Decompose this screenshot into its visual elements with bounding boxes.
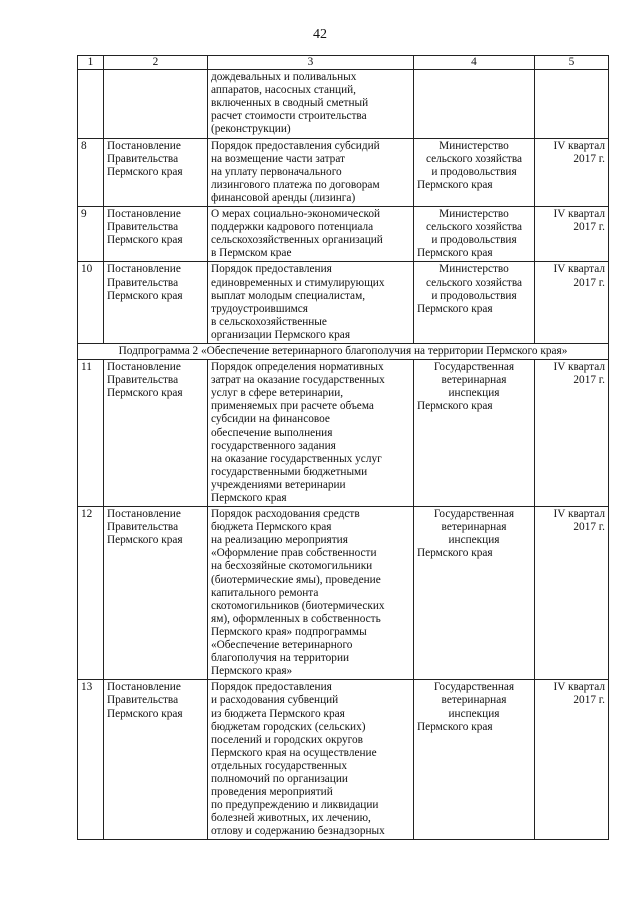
- document-title-line: трудоустроившимся: [211, 302, 308, 315]
- executor-line: сельского хозяйства: [425, 221, 523, 234]
- document-title-line: учреждениями ветеринарии: [211, 478, 346, 491]
- executor-line: Министерство: [439, 208, 509, 221]
- document-title-line: лизингового платежа по договорам: [211, 178, 380, 191]
- document-type-line: Пермского края: [107, 289, 183, 302]
- document-type-line: Правительства: [107, 694, 179, 707]
- table-row: [78, 680, 609, 840]
- documents-table: [77, 55, 609, 840]
- executor-line: Министерство: [439, 139, 509, 152]
- executor-line: Пермского края: [417, 720, 493, 733]
- table-body: [78, 56, 609, 840]
- document-title-line: Пермского края» подпрограммы: [211, 625, 367, 638]
- document-title-cell: [208, 207, 414, 262]
- document-title-line: поселений и городских округов: [211, 733, 363, 746]
- executor-region: [417, 547, 531, 560]
- deadline-cell: [535, 360, 609, 507]
- document-title-line: Порядок расходования средств: [211, 508, 360, 521]
- column-header: 2: [104, 56, 208, 70]
- document-title-line: на бесхозяйные скотомогильники: [211, 560, 373, 573]
- executor-region: [417, 179, 531, 192]
- column-header: 1: [78, 56, 104, 70]
- executor-line: ветеринарная: [441, 521, 507, 534]
- executor-cell: [414, 70, 535, 138]
- page-number: 42: [313, 27, 327, 42]
- executor-line: сельского хозяйства: [425, 276, 523, 289]
- executor-line: сельского хозяйства: [425, 152, 523, 165]
- deadline-line: 2017 г.: [573, 152, 605, 165]
- document-title-line: полномочий по организации: [211, 772, 348, 785]
- document-type-cell: [104, 138, 208, 206]
- document-title-line: «Оформление прав собственности: [211, 547, 377, 560]
- document-title-line: услуг в сфере ветеринарии,: [211, 387, 344, 400]
- executor-line: Пермского края: [417, 247, 493, 260]
- table-row: [78, 360, 609, 507]
- document-title-line: в сельскохозяйственные: [211, 315, 327, 328]
- document-type-line: Постановление: [107, 681, 181, 694]
- document-title-cell: [208, 507, 414, 680]
- document-title-line: отдельных государственных: [211, 759, 348, 772]
- document-title-cell: [208, 138, 414, 206]
- document-title-cell: [208, 360, 414, 507]
- row-number-cell: 8: [78, 138, 104, 206]
- executor-line: Государственная: [433, 681, 515, 694]
- executor-line: Пермского края: [417, 547, 493, 560]
- document-type-line: Постановление: [107, 263, 181, 276]
- deadline-line: 2017 г.: [573, 276, 605, 289]
- document-title-line: включенных в сводный сметный: [211, 97, 369, 110]
- executor-line: инспекция: [448, 534, 500, 547]
- table-row: [78, 507, 609, 680]
- deadline-line: 2017 г.: [573, 221, 605, 234]
- document-title-line: Пермского края на осуществление: [211, 746, 377, 759]
- document-type-cell: [104, 680, 208, 840]
- deadline-line: IV квартал: [553, 681, 605, 694]
- document-title-line: субсидии на финансовое: [211, 413, 330, 426]
- document-title-line: расчет стоимости строительства: [211, 110, 367, 123]
- subprogram-row: [78, 343, 609, 359]
- document-title-cell: [208, 262, 414, 344]
- executor-line: Пермского края: [417, 302, 493, 315]
- document-title-cell: [208, 70, 414, 138]
- document-title-line: дождевальных и поливальных: [211, 71, 357, 84]
- executor-line: инспекция: [448, 707, 500, 720]
- document-type-line: Правительства: [107, 276, 179, 289]
- executor-line: Пермского края: [417, 400, 493, 413]
- executor-line: ветеринарная: [441, 374, 507, 387]
- document-title-line: и расходования субвенций: [211, 694, 339, 707]
- deadline-line: IV квартал: [553, 263, 605, 276]
- subprogram-title: Подпрограмма 2 «Обеспечение ветеринарного благополучия на территории Пермского края»: [78, 343, 609, 359]
- document-title-line: «Обеспечение ветеринарного: [211, 639, 353, 652]
- document-title-line: (реконструкции): [211, 123, 291, 136]
- document-title-line: на оказание государственных услуг: [211, 452, 382, 465]
- document-title-line: бюджетам городских (сельских): [211, 720, 366, 733]
- document-title-line: болезней животных, их лечению,: [211, 812, 371, 825]
- executor-region: [417, 400, 531, 413]
- document-type-line: Правительства: [107, 221, 179, 234]
- document-title-line: выплат молодым специалистам,: [211, 289, 366, 302]
- column-header: 3: [208, 56, 414, 70]
- executor-line: Министерство: [439, 263, 509, 276]
- executor-line: и продовольствия: [431, 234, 517, 247]
- document-title-line: из бюджета Пермского края: [211, 707, 345, 720]
- executor-cell: [414, 207, 535, 262]
- document-type-line: Правительства: [107, 521, 179, 534]
- executor-cell: [414, 360, 535, 507]
- document-type-line: Пермского края: [107, 534, 183, 547]
- row-number-cell: [78, 70, 104, 138]
- document-title-line: сельскохозяйственных организаций: [211, 234, 383, 247]
- document-title-line: Порядок предоставления: [211, 263, 332, 276]
- document-title-line: проведения мероприятий: [211, 786, 333, 799]
- document-title-line: затрат на оказание государственных: [211, 374, 385, 387]
- document-type-line: Правительства: [107, 374, 179, 387]
- document-type-cell: [104, 262, 208, 344]
- document-title-line: по предупреждению и ликвидации: [211, 799, 379, 812]
- deadline-cell: [535, 680, 609, 840]
- document-title-line: организации Пермского края: [211, 328, 351, 341]
- deadline-line: IV квартал: [553, 361, 605, 374]
- column-header: 5: [535, 56, 609, 70]
- deadline-line: 2017 г.: [573, 521, 605, 534]
- table-row: [78, 207, 609, 262]
- table-row: [78, 262, 609, 344]
- column-header-row: [78, 56, 609, 70]
- executor-cell: [414, 138, 535, 206]
- executor-line: инспекция: [448, 387, 500, 400]
- document-title-line: скотомогильников (биотермических: [211, 599, 385, 612]
- document-title-line: финансовой аренды (лизинга): [211, 191, 356, 204]
- document-title-line: применяемых при расчете объема: [211, 400, 374, 413]
- document-title-line: Пермского края»: [211, 665, 293, 678]
- executor-cell: [414, 507, 535, 680]
- document-title-line: поддержки кадрового потенциала: [211, 221, 374, 234]
- executor-line: Государственная: [433, 508, 515, 521]
- document-title-line: на реализацию мероприятия: [211, 534, 348, 547]
- deadline-line: 2017 г.: [573, 694, 605, 707]
- deadline-cell: [535, 138, 609, 206]
- executor-line: и продовольствия: [431, 289, 517, 302]
- document-title-line: обеспечение выполнения: [211, 426, 333, 439]
- deadline-line: IV квартал: [553, 208, 605, 221]
- document-title-line: единовременных и стимулирующих: [211, 276, 385, 289]
- executor-cell: [414, 262, 535, 344]
- document-title-line: капитального ремонта: [211, 586, 319, 599]
- document-title-line: Порядок предоставления субсидий: [211, 139, 380, 152]
- table-row: [78, 138, 609, 206]
- document-title-line: аппаратов, насосных станций,: [211, 84, 356, 97]
- document-title-line: Порядок предоставления: [211, 681, 332, 694]
- document-title-line: (биотермические ямы), проведение: [211, 573, 381, 586]
- row-number-cell: 11: [78, 360, 104, 507]
- document-type-cell: [104, 207, 208, 262]
- document-type-cell: [104, 360, 208, 507]
- document-title-line: бюджета Пермского края: [211, 521, 332, 534]
- document-type-line: Постановление: [107, 361, 181, 374]
- document-title-cell: [208, 680, 414, 840]
- document-type-line: Постановление: [107, 208, 181, 221]
- executor-line: Государственная: [433, 361, 515, 374]
- column-header: 4: [414, 56, 535, 70]
- deadline-cell: [535, 70, 609, 138]
- deadline-cell: [535, 262, 609, 344]
- deadline-cell: [535, 207, 609, 262]
- document-type-line: Пермского края: [107, 165, 183, 178]
- document-type-line: Пермского края: [107, 707, 183, 720]
- table-row: [78, 70, 609, 138]
- document-title-line: благополучия на территории: [211, 652, 350, 665]
- document-type-cell: [104, 507, 208, 680]
- row-number-cell: 13: [78, 680, 104, 840]
- deadline-line: IV квартал: [553, 139, 605, 152]
- document-type-cell: [104, 70, 208, 138]
- document-title-line: на возмещение части затрат: [211, 152, 345, 165]
- document-title-line: О мерах социально-экономической: [211, 208, 381, 221]
- row-number-cell: 10: [78, 262, 104, 344]
- executor-line: Пермского края: [417, 178, 493, 191]
- executor-region: [417, 247, 531, 260]
- document-type-line: Правительства: [107, 152, 179, 165]
- executor-line: ветеринарная: [441, 694, 507, 707]
- executor-line: и продовольствия: [431, 165, 517, 178]
- document-title-line: на уплату первоначального: [211, 165, 342, 178]
- deadline-line: 2017 г.: [573, 374, 605, 387]
- document-title-line: Порядок определения нормативных: [211, 361, 384, 374]
- executor-region: [417, 303, 531, 316]
- document-type-line: Постановление: [107, 508, 181, 521]
- row-number-cell: 12: [78, 507, 104, 680]
- document-title-line: в Пермском крае: [211, 247, 292, 260]
- document-title-line: государственными бюджетными: [211, 465, 368, 478]
- executor-cell: [414, 680, 535, 840]
- deadline-cell: [535, 507, 609, 680]
- row-number-cell: 9: [78, 207, 104, 262]
- document-title-line: отлову и содержанию безнадзорных: [211, 825, 385, 838]
- document-type-line: Пермского края: [107, 387, 183, 400]
- document-type-line: Пермского края: [107, 234, 183, 247]
- document-title-line: ям), оформленных в собственность: [211, 612, 381, 625]
- executor-region: [417, 721, 531, 734]
- document-type-line: Постановление: [107, 139, 181, 152]
- document-title-line: государственного задания: [211, 439, 336, 452]
- deadline-line: IV квартал: [553, 508, 605, 521]
- document-title-line: Пермского края: [211, 492, 287, 504]
